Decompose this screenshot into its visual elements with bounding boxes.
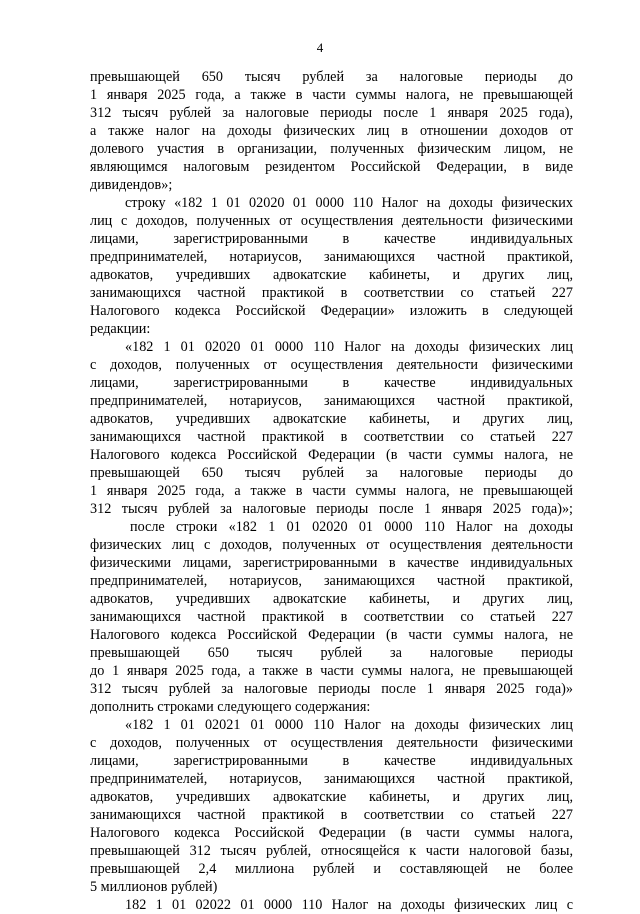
text-line: предпринимателей, нотариусов, занимающихся частной практикой, <box>90 393 573 409</box>
page-number: 4 <box>316 40 324 55</box>
text-line: Налогового кодекса Российской Федерации (в части суммы налога, не <box>90 627 573 643</box>
text-line: дополнить строками следующего содержания: <box>90 699 371 715</box>
text-line: превышающей 650 тысяч рублей за налоговые периоды до <box>90 465 573 481</box>
text-line: редакции: <box>90 321 151 337</box>
text-line: являющимся налоговым резидентом Российской Федерации, в виде <box>90 159 573 175</box>
text-line: а также налог на доходы физических лиц в отношении доходов от <box>90 123 573 139</box>
text-line: 1 января 2025 года, а также в части суммы налога, не превышающей <box>90 87 573 103</box>
text-line: занимающихся частной практикой в соответствии со статьей 227 <box>90 429 573 445</box>
text-line: адвокатов, учредивших адвокатские кабинеты, и других лиц, <box>90 267 573 283</box>
text-line: физическими лицами, зарегистрированными в качестве индивидуальных <box>90 555 573 571</box>
text-line: превышающей 650 тысяч рублей за налоговые периоды <box>90 645 573 661</box>
text-line: до 1 января 2025 года, а также в части суммы налога, не превышающей <box>90 663 573 679</box>
text-line: 1 января 2025 года, а также в части суммы налога, не превышающей <box>90 483 573 499</box>
text-line: долевого участия в организации, полученных физическим лицом, не <box>90 141 573 157</box>
text-line: лицами, зарегистрированными в качестве индивидуальных <box>90 231 573 247</box>
text-line: предпринимателей, нотариусов, занимающихся частной практикой, <box>90 771 573 787</box>
text-line: строку «182 1 01 02020 01 0000 110 Налог на доходы физических <box>125 195 573 211</box>
text-line: превышающей 650 тысяч рублей за налоговые периоды до <box>90 69 573 85</box>
text-line: дивидендов»; <box>90 177 173 193</box>
text-line: 312 тысяч рублей за налоговые периоды после 1 января 2025 года)» <box>90 681 573 697</box>
text-line: 182 1 01 02022 01 0000 110 Налог на доходы физических лиц с <box>125 897 573 913</box>
text-line: Налогового кодекса Российской Федерации» изложить в следующей <box>90 303 573 319</box>
text-line: занимающихся частной практикой в соответствии со статьей 227 <box>90 609 573 625</box>
text-line: лицами, зарегистрированными в качестве индивидуальных <box>90 753 573 769</box>
text-line: превышающей 312 тысяч рублей, относящейся к части налоговой базы, <box>90 843 573 859</box>
text-line: 312 тысяч рублей за налоговые периоды после 1 января 2025 года), <box>90 105 573 121</box>
text-line: адвокатов, учредивших адвокатские кабинеты, и других лиц, <box>90 591 573 607</box>
text-line: адвокатов, учредивших адвокатские кабинеты, и других лиц, <box>90 411 573 427</box>
text-line: Налогового кодекса Российской Федерации (в части суммы налога, <box>90 825 573 841</box>
text-line: с доходов, полученных от осуществления деятельности физическими <box>90 735 573 751</box>
text-line: 312 тысяч рублей за налоговые периоды после 1 января 2025 года)»; <box>90 501 573 517</box>
text-line: «182 1 01 02020 01 0000 110 Налог на доходы физических лиц <box>125 339 573 355</box>
text-line: Налогового кодекса Российской Федерации (в части суммы налога, не <box>90 447 573 463</box>
text-line: предпринимателей, нотариусов, занимающихся частной практикой, <box>90 573 573 589</box>
text-line: «182 1 01 02021 01 0000 110 Налог на доходы физических лиц <box>125 717 573 733</box>
text-line: лицами, зарегистрированными в качестве индивидуальных <box>90 375 573 391</box>
text-line: адвокатов, учредивших адвокатские кабинеты, и других лиц, <box>90 789 573 805</box>
text-line: физических лиц с доходов, полученных от осуществления деятельности <box>90 537 573 553</box>
text-line: лиц с доходов, полученных от осуществления деятельности физическими <box>90 213 573 229</box>
text-line: предпринимателей, нотариусов, занимающихся частной практикой, <box>90 249 573 265</box>
text-line: после строки «182 1 01 02020 01 0000 110 Налог на доходы <box>130 519 573 535</box>
text-line: 5 миллионов рублей) <box>90 879 218 895</box>
text-line: занимающихся частной практикой в соответствии со статьей 227 <box>90 285 573 301</box>
text-line: превышающей 2,4 миллиона рублей и составляющей не более <box>90 861 573 877</box>
text-line: занимающихся частной практикой в соответствии со статьей 227 <box>90 807 573 823</box>
text-line: с доходов, полученных от осуществления деятельности физическими <box>90 357 573 373</box>
